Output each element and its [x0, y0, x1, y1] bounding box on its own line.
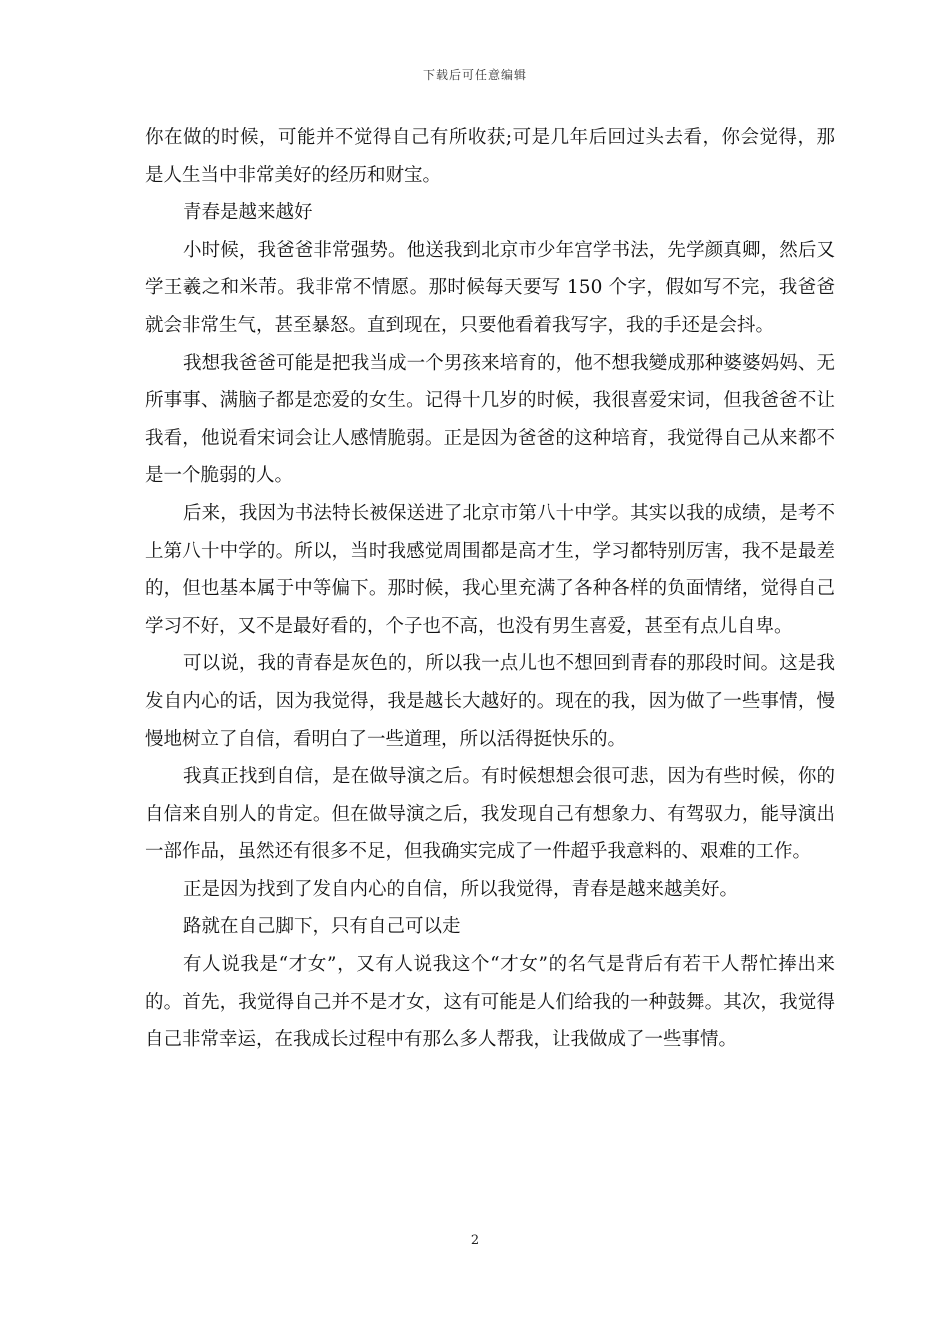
paragraph-7: 正是因为找到了发自内心的自信，所以我觉得，青春是越来越美好。 — [183, 878, 739, 900]
paragraph-3: 我想我爸爸可能是把我当成一个男孩来培育的，他不想我變成那种婆婆妈妈、无所事事、满脑子都是恋爱的女生。记得十几岁的时候，我很喜爱宋词，但我爸爸不让我看，他说看宋词会让人感情脆弱。正是因为爸爸的这种培育，我觉得自己从来都不是一个脆弱的人。 — [145, 352, 835, 487]
paragraph-8: 有人说我是“才女”，又有人说我这个“才女”的名气是背后有若干人帮忙捧出来的。首先，我觉得自己并不是才女，这有可能是人们给我的一种鼓舞。其次，我觉得自己非常幸运，在我成长过程中有那么多人帮我，让我做成了一些事情。 — [145, 954, 835, 1051]
paragraph-6: 我真正找到自信，是在做导演之后。有时候想想会很可悲，因为有些时候，你的自信来自别人的肯定。但在做导演之后，我发现自己有想象力、有驾驭力，能导演出一部作品，虽然还有很多不足，但我确实完成了一件超乎我意料的、艰难的工作。 — [145, 766, 835, 863]
document-body — [145, 119, 835, 1059]
page-number: 2 — [470, 1233, 480, 1248]
paragraph-1: 你在做的时候，可能并不觉得自己有所收获;可是几年后回过头去看，你会觉得，那是人生当中非常美好的经历和财宝。 — [145, 127, 835, 186]
paragraph-2: 小时候，我爸爸非常强势。他送我到北京市少年宫学书法，先学颜真卿，然后又学王羲之和米芾。我非常不情愿。那时候每天要写 150 个字，假如写不完，我爸爸就会非常生气，甚至暴怒。直到现在，只要他看着我写字，我的手还是会抖。 — [145, 239, 835, 336]
paragraph-4: 后来，我因为书法特长被保送进了北京市第八十中学。其实以我的成绩，是考不上第八十中学的。所以，当时我感觉周围都是高才生，学习都特别厉害，我不是最差的，但也基本属于中等偏下。那时候，我心里充满了各种各样的负面情绪，觉得自己学习不好，又不是最好看的，个子也不高，也没有男生喜爱，甚至有点儿自卑。 — [145, 502, 835, 637]
header-note: 下载后可任意编辑 — [422, 68, 527, 82]
section-heading-2: 路就在自己脚下，只有自己可以走 — [183, 916, 461, 938]
paragraph-5: 可以说，我的青春是灰色的，所以我一点儿也不想回到青春的那段时间。这是我发自内心的话，因为我觉得，我是越长大越好的。现在的我，因为做了一些事情，慢慢地树立了自信，看明白了一些道理，所以活得挺快乐的。 — [145, 653, 835, 750]
section-heading-1: 青春是越来越好 — [183, 202, 313, 224]
